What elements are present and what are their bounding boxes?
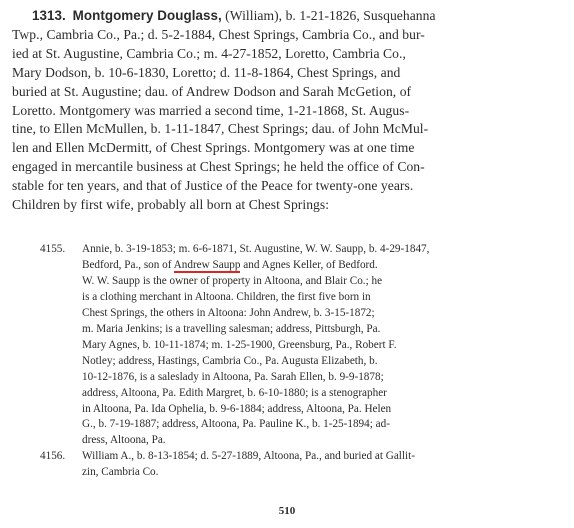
entry-text-line: ied at St. Augustine, Cambria Co.; m. 4-27-1852, Loretto, Cambria Co.,: [12, 45, 406, 61]
child-entry-line: [40, 258, 566, 274]
page-number: 510: [278, 505, 296, 517]
entry-text-line: Children by first wife, probably all born at Chest Springs:: [12, 197, 330, 213]
entry-text-line: (William), b. 1-21-1826, Susquehanna: [221, 8, 436, 23]
child-entry-line: in Altoona, Pa. Ida Ophelia, b. 9-6-1884; address, Altoona, Pa. Helen: [82, 402, 392, 415]
child-number: 4156.: [40, 450, 66, 463]
child-entry-first-line: [40, 449, 566, 465]
child-entry-line: Notley; address, Hastings, Cambria Co., Pa. Augusta Elizabeth, b.: [82, 354, 378, 367]
entry-text-line: Twp., Cambria Co., Pa.; d. 5-2-1884, Chest Springs, Cambria Co., and bur-: [12, 26, 425, 42]
child-text: Annie, b. 3-19-1853; m. 6-6-1871, St. Augustine, W. W. Saupp, b. 4-29-1847,: [82, 243, 430, 255]
entry-number: 1313.: [32, 8, 66, 23]
child-text: and Agnes Keller, of Bedford.: [240, 258, 378, 271]
entry-text-line: Mary Dodson, b. 10-6-1830, Loretto; d. 11-8-1864, Chest Springs, and: [12, 64, 401, 80]
child-entry-line: Mary Agnes, b. 10-11-1874; m. 1-25-1900, Greensburg, Pa., Robert F.: [82, 338, 397, 351]
entry-text-line: engaged in mercantile business at Chest Springs; he held the office of Con-: [12, 159, 425, 175]
underlined-name-andrew-saupp: Andrew Saupp: [173, 258, 241, 271]
child-entry-line: zin, Cambria Co.: [82, 466, 159, 479]
child-entry-line: W. W. Saupp is the owner of property in Altoona, and Blair Co.; he: [82, 274, 383, 287]
entry-name: Montgomery Douglass,: [72, 8, 222, 23]
child-entry-line: dress, Altoona, Pa.: [82, 434, 166, 447]
child-entry-line: G., b. 7-19-1887; address, Altoona, Pa. Pauline K., b. 1-25-1894; ad-: [82, 418, 390, 431]
entry-heading-line: [12, 7, 564, 26]
entry-text-line: tine, to Ellen McMullen, b. 1-11-1847, Chest Springs; dau. of John McMul-: [12, 121, 429, 137]
entry-text-line: buried at St. Augustine; dau. of Andrew Dodson and Sarah McGetion, of: [12, 83, 412, 99]
child-entry-line: m. Maria Jenkins; is a travelling salesman; address, Pittsburgh, Pa.: [82, 322, 381, 335]
children-list: [40, 242, 566, 481]
child-entry-line: address, Altoona, Pa. Edith Margret, b. 6-10-1880; is a stenographer: [82, 386, 387, 399]
child-entry-first-line: [40, 242, 566, 258]
genealogy-entry: [12, 7, 564, 215]
child-text: William A., b. 8-13-1854; d. 5-27-1889, Altoona, Pa., and buried at Gallit-: [82, 450, 415, 463]
child-entry-line: 10-12-1876, is a saleslady in Altoona, Pa. Sarah Ellen, b. 9-9-1878;: [82, 370, 384, 383]
child-entry-line: is a clothing merchant in Altoona. Children, the first five born in: [82, 290, 371, 303]
child-entry-line: Chest Springs, the others in Altoona: John Andrew, b. 3-15-1872;: [82, 306, 375, 319]
entry-text-line: len and Ellen McDermitt, of Chest Springs. Montgomery was at one time: [12, 140, 415, 156]
entry-text-line: Loretto. Montgomery was married a second time, 1-21-1868, St. Augus-: [12, 102, 410, 118]
entry-text-line: stable for ten years, and that of Justice of the Peace for twenty-one years.: [12, 178, 414, 194]
child-number: 4155.: [40, 243, 66, 255]
child-text: Bedford, Pa., son of: [82, 258, 174, 271]
